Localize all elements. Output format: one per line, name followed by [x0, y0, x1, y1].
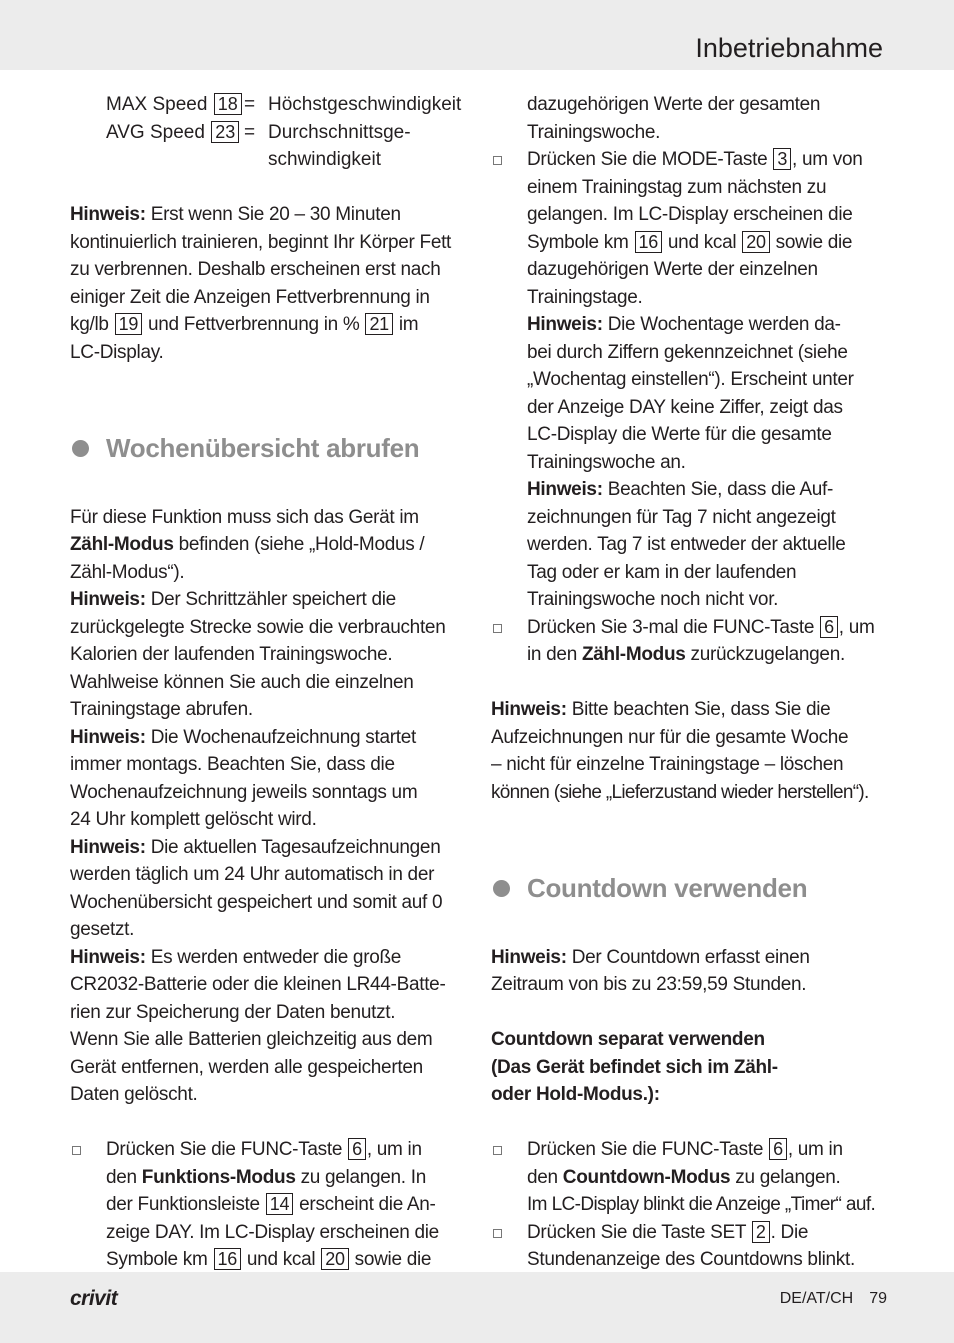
text-line: zurückgelegte Strecke sowie die verbrauchten [70, 616, 446, 638]
note-label: Hinweis: [70, 726, 146, 748]
step-continuation [491, 91, 886, 146]
text-line: „Wochentag einstellen“). Erscheint unter [527, 369, 854, 390]
note-paragraph: Hinweis: Die aktuellen Tagesaufzeichnungen werden täglich um 24 Uhr automatisch in der Wochenübersicht gespeichert und somit auf 0 gesetzt. [70, 834, 465, 944]
ref-number-box: 20 [742, 231, 769, 253]
checkbox-bullet-icon [493, 1146, 502, 1155]
text-line: Trainingswoche noch nicht vor. [527, 589, 779, 610]
text-line: Zeitraum von bis zu 23:59,59 Stunden. [491, 974, 807, 995]
text-line: zeige DAY. Im LC-Display erscheinen die [106, 1221, 439, 1243]
checkbox-bullet-icon [493, 1229, 502, 1238]
text-line: Trainingswoche. [527, 121, 661, 143]
locale-label: DE/AT/CH [779, 1290, 854, 1307]
text-line: können (siehe „Lieferzustand wieder herstellen“). [491, 781, 869, 803]
section-heading [70, 421, 465, 476]
text-line: Wahlweise können Sie auch die einzelnen [70, 671, 414, 693]
text-line: Wenn Sie alle Batterien gleichzeitig aus dem [70, 1029, 433, 1050]
note-paragraph: Hinweis: Beachten Sie, dass die Auf- zeichnungen für Tag 7 nicht angezeigt werden. Tag 7 ist entweder der aktuelle Tag oder er kam in der laufenden Trainingswoche noch nicht vor. [491, 476, 886, 614]
text-line: Zähl-Modus befinden (siehe „Hold-Modus / [70, 534, 425, 555]
note-paragraph: Hinweis: Der Schrittzähler speichert die zurückgelegte Strecke sowie die verbrauchten Kalorien der laufenden Trainingswoche. Wahlweise können Sie auch die einzelnen Trainingstage abrufen. [70, 586, 465, 724]
checkbox-bullet-icon [493, 624, 502, 633]
section-title: Wochenübersicht abrufen [106, 433, 420, 463]
note-label: Hinweis: [70, 836, 146, 858]
text-line: Für diese Funktion muss sich das Gerät im [70, 506, 419, 528]
note-paragraph: Hinweis: Es werden entweder die große CR2032-Batterie oder die kleinen LR44-Batte- rien zur Speicherung der Daten benutzt. Wenn Sie alle Batterien gleichzeitig aus dem Gerät entfernen, werden alle gespeicherten Daten gelöscht. [70, 944, 465, 1109]
brand-logo: crivit [70, 1287, 118, 1310]
step-item: Drücken Sie die MODE-Taste 3 , um von einem Trainingstag zum nächsten zu gelangen. Im LC-Display erscheinen die Symbole km 16 und kcal 20 sowie die dazugehörigen Werte der einzelnen Trainingstage. [491, 146, 886, 311]
text-line: Kalorien der laufenden Trainingswoche. [70, 644, 393, 665]
checkbox-bullet-icon [72, 1146, 81, 1155]
text-line: kg/lb 19 und Fettverbrennung in % 21 im [70, 314, 419, 335]
ref-number-box: 14 [266, 1193, 293, 1215]
ref-number-box: 21 [365, 313, 392, 335]
section-heading [491, 861, 886, 916]
text-line: der Anzeige DAY keine Ziffer, zeigt das [527, 396, 843, 418]
footer-info [780, 1290, 887, 1308]
note-paragraph: Hinweis: Die Wochenaufzeichnung startet immer montags. Beachten Sie, dass die Wochenaufzeichnung jeweils sonntags um 24 Uhr komplett gelöscht wird. [70, 724, 465, 834]
ref-number-box: 19 [115, 313, 142, 335]
spec-equals: = [244, 94, 256, 115]
spec-key: MAX Speed [106, 94, 208, 115]
note-label: Hinweis: [491, 946, 567, 968]
text-line: CR2032-Batterie oder die kleinen LR44-Batte- [70, 974, 446, 995]
text-line: werden. Tag 7 ist entweder der aktuelle [527, 534, 846, 555]
ref-number-box: 16 [635, 231, 662, 253]
spec-key: AVG Speed [106, 121, 205, 143]
note-label: Hinweis: [527, 314, 603, 335]
subheading [491, 1026, 886, 1109]
ref-number-box: 18 [214, 93, 242, 115]
text-line: 24 Uhr komplett gelöscht wird. [70, 809, 317, 830]
text-line: Stundenanzeige des Countdowns blinkt. [527, 1249, 855, 1270]
text-line: LC-Display. [70, 341, 164, 363]
ref-number-box: 3 [773, 148, 791, 170]
subheading-line: oder Hold-Modus.): [491, 1084, 660, 1105]
text-line: Erst wenn Sie 20 – 30 Minuten [145, 204, 401, 225]
ref-number-box: 23 [211, 121, 239, 143]
page-number: 79 [869, 1290, 887, 1307]
ref-number-box: 6 [769, 1138, 787, 1160]
text-line: werden täglich um 24 Uhr automatisch in der [70, 864, 435, 885]
ref-number-box: 6 [348, 1138, 366, 1160]
subheading-line: Countdown separat verwenden [491, 1029, 765, 1050]
step-item: Drücken Sie 3-mal die FUNC-Taste 6 , um in den Zähl-Modus zurückzugelangen. [491, 614, 886, 669]
ref-number-box: 20 [321, 1248, 348, 1270]
step-item: Drücken Sie die Taste SET 2 . Die Stundenanzeige des Countdowns blinkt. [491, 1219, 886, 1274]
text-line: zu verbrennen. Deshalb erscheinen erst nach [70, 259, 441, 280]
checkbox-bullet-icon [493, 156, 502, 165]
text-line: – nicht für einzelne Trainingstage – löschen [491, 754, 844, 775]
intro-paragraph [70, 504, 465, 587]
left-column [70, 91, 465, 1274]
spec-value: Höchstgeschwindigkeit [268, 94, 462, 115]
subheading-line: (Das Gerät befindet sich im Zähl- [491, 1056, 778, 1078]
text-line: rien zur Speicherung der Daten benutzt. [70, 1001, 396, 1023]
note-label: Hinweis: [70, 589, 146, 610]
text-line: Zähl-Modus“). [70, 561, 185, 583]
note-paragraph: Hinweis: Die Wochentage werden da- bei durch Ziffern gekennzeichnet (siehe „Wochentag einstellen“). Erscheint unter der Anzeige DAY keine Ziffer, zeigt das LC-Display die Werte für die gesamte Trainingswoche an. [491, 311, 886, 476]
text-line: Daten gelöscht. [70, 1084, 198, 1105]
spec-value-cont: schwindigkeit [268, 149, 381, 170]
text-line: Trainingswoche an. [527, 451, 686, 473]
text-line: Tag oder er kam in der laufenden [527, 561, 797, 583]
note-paragraph: Hinweis: Bitte beachten Sie, dass Sie die Aufzeichnungen nur für die gesamte Woche – nicht für einzelne Trainingstage – löschen können (siehe „Lieferzustand wieder herstellen“). [491, 696, 886, 806]
spec-row-avg-speed [70, 119, 465, 147]
text-line: gesetzt. [70, 919, 135, 940]
text-line: Gerät entfernen, werden alle gespeicherten [70, 1056, 423, 1078]
text-line: LC-Display die Werte für die gesamte [527, 424, 832, 445]
text-line: gelangen. Im LC-Display erscheinen die [527, 204, 853, 225]
step-item: Drücken Sie die FUNC-Taste 6 , um in den Funktions-Modus zu gelangen. In der Funktionsleiste 14 erscheint die An- zeige DAY. Im LC-Display erscheinen die Symbole km 16 und kcal 20 sowie die [70, 1136, 465, 1274]
text-line: Wochenaufzeichnung jeweils sonntags um [70, 781, 418, 803]
spec-row-continuation [70, 146, 465, 174]
bullet-dot-icon [493, 880, 510, 897]
spec-equals: = [244, 121, 256, 143]
text-line: einem Trainingstag zum nächsten zu [527, 176, 827, 198]
spec-row-max-speed [70, 91, 465, 119]
spec-value: Durchschnittsge- [268, 121, 411, 143]
note-label: Hinweis: [70, 946, 146, 968]
text-line: Wochenübersicht gespeichert und somit auf 0 [70, 891, 443, 913]
page-title: Inbetriebnahme [695, 33, 883, 63]
right-column [491, 91, 886, 1274]
ref-number-box: 16 [214, 1248, 241, 1270]
text-line: Trainingstage abrufen. [70, 699, 253, 720]
note-fat-burning [70, 201, 465, 366]
ref-number-box: 2 [752, 1221, 770, 1243]
note-paragraph: Hinweis: Der Countdown erfasst einen Zeitraum von bis zu 23:59,59 Stunden. [491, 944, 886, 999]
text-line: kontinuierlich trainieren, beginnt Ihr Körper Fett [70, 231, 452, 253]
section-title: Countdown verwenden [527, 873, 808, 903]
text-line: dazugehörigen Werte der einzelnen [527, 259, 818, 280]
bullet-dot-icon [72, 440, 89, 457]
text-line: Aufzeichnungen nur für die gesamte Woche [491, 726, 849, 748]
step-item: Drücken Sie die FUNC-Taste 6 , um in den Countdown-Modus zu gelangen. Im LC-Display blinkt die Anzeige „Timer“ auf. [491, 1136, 886, 1219]
text-line: zeichnungen für Tag 7 nicht angezeigt [527, 506, 836, 528]
note-label: Hinweis: [491, 699, 567, 720]
text-line: einiger Zeit die Anzeigen Fettverbrennung in [70, 286, 430, 308]
text-line: bei durch Ziffern gekennzeichnet (siehe [527, 341, 848, 363]
header-bar [0, 0, 954, 70]
ref-number-box: 6 [820, 616, 838, 638]
note-label: Hinweis: [527, 479, 603, 500]
text-line: Im LC-Display blinkt die Anzeige „Timer“ auf. [527, 1194, 876, 1215]
text-line: dazugehörigen Werte der gesamten [527, 94, 821, 115]
text-line: immer montags. Beachten Sie, dass die [70, 754, 395, 775]
note-label: Hinweis: [70, 204, 146, 225]
text-line: Trainingstage. [527, 286, 643, 308]
